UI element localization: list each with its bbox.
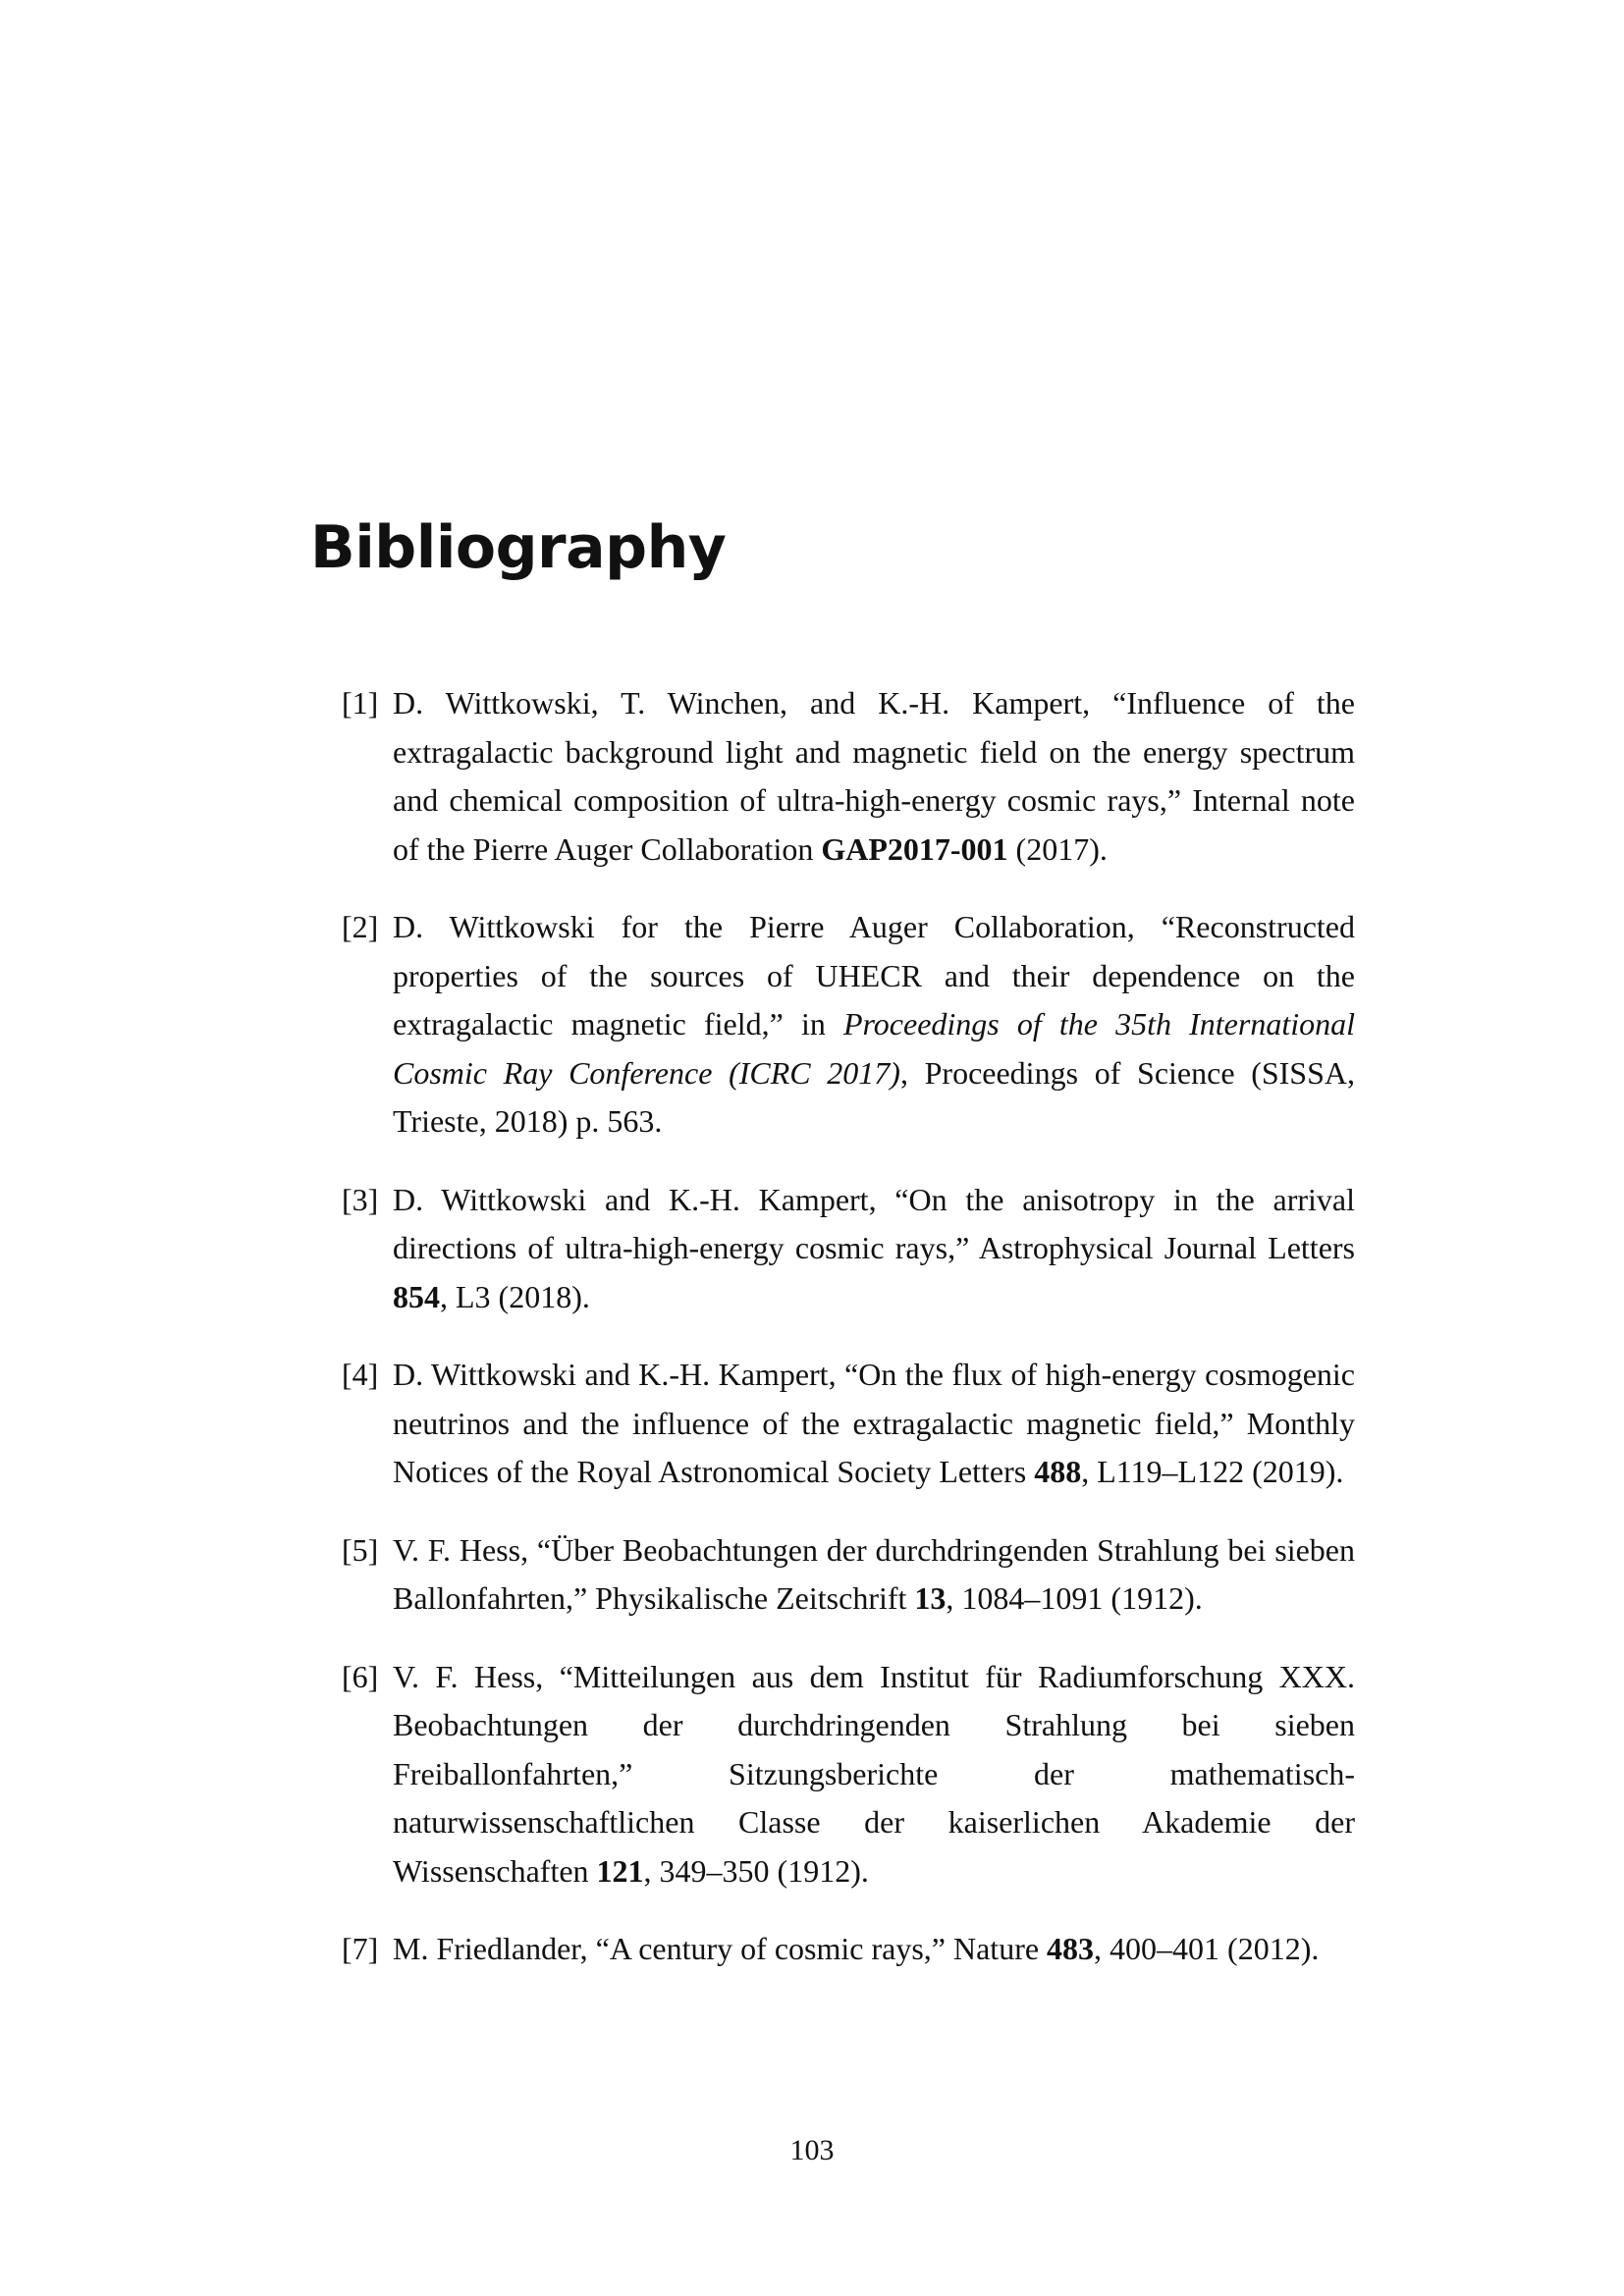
bib-entry-6-volume: 121 bbox=[596, 1852, 644, 1889]
bib-entry-text bbox=[393, 679, 1355, 874]
bib-entry-4-pages: , L119–L122 (2019). bbox=[1081, 1454, 1344, 1489]
bib-entry-2 bbox=[342, 903, 1355, 1147]
bib-entry-number: [4] bbox=[342, 1357, 379, 1392]
bib-entry-number: [3] bbox=[342, 1181, 379, 1217]
bib-entry-7-pages: , 400–401 (2012). bbox=[1094, 1931, 1320, 1966]
bib-entry-5-pages: , 1084–1091 (1912). bbox=[946, 1580, 1203, 1616]
bib-entry-3-pages: , L3 (2018). bbox=[440, 1278, 590, 1314]
bib-entry-2-publisher: , Proceedings of Science (SISSA, Trieste, 2018) p. 563. bbox=[393, 1054, 1356, 1139]
bib-entry-2-text: D. Wittkowski for the Pierre Auger Collaboration, “Reconstructed properties of the sources of UHECR and their dependence on the extragalactic magnetic field,” in bbox=[393, 909, 1355, 1041]
page-number: 103 bbox=[789, 2134, 835, 2166]
bib-entry-1 bbox=[342, 679, 1355, 874]
bib-entry-4-text: D. Wittkowski and K.-H. Kampert, “On the flux of high-energy cosmogenic neutrinos and the influence of the extragalactic magnetic field,” Monthly Notices of the Royal Astronomical Society Letters bbox=[393, 1357, 1355, 1489]
bib-entry-3 bbox=[342, 1176, 1355, 1322]
bib-entry-4 bbox=[342, 1351, 1355, 1497]
bib-entry-number: [2] bbox=[342, 909, 379, 944]
bib-entry-1-report-id: GAP2017-001 bbox=[821, 830, 1008, 867]
bib-entry-5-text: V. F. Hess, “Über Beobachtungen der durchdringenden Strahlung bei sieben Ballonfahrten,” Physikalische Zeitschrift bbox=[393, 1531, 1355, 1616]
bib-entry-6 bbox=[342, 1653, 1355, 1896]
bib-entry-4-volume: 488 bbox=[1034, 1454, 1082, 1489]
bib-entry-7-volume: 483 bbox=[1047, 1931, 1095, 1966]
bib-entry-5 bbox=[342, 1526, 1355, 1624]
bib-entry-3-volume: 854 bbox=[393, 1278, 440, 1314]
bib-entry-text bbox=[393, 1526, 1355, 1624]
bib-entry-number: [5] bbox=[342, 1531, 379, 1568]
bib-entry-text bbox=[393, 1351, 1355, 1497]
bib-entry-number: [7] bbox=[342, 1931, 379, 1966]
bib-entry-2-proceedings-title: Proceedings of the 35th International Cosmic Ray Conference (ICRC 2017) bbox=[393, 1006, 1355, 1091]
bib-entry-7 bbox=[342, 1925, 1355, 1974]
bib-entry-1-year: (2017). bbox=[1007, 830, 1108, 867]
bib-entry-6-text: V. F. Hess, “Mitteilungen aus dem Institut für Radiumforschung XXX. Beobachtungen der durchdringenden Strahlung bei sieben Freiballonfahrten,” Sitzungsberichte der mathematisch-naturwissenschaftlichen Classe der kaiserlichen Akademie der Wissenschaften bbox=[393, 1658, 1355, 1889]
bibliography-list bbox=[342, 679, 1355, 2003]
bib-entry-number: [1] bbox=[342, 685, 379, 721]
bib-entry-text bbox=[393, 1176, 1355, 1322]
bib-entry-5-volume: 13 bbox=[914, 1580, 947, 1616]
bib-entry-text bbox=[393, 1653, 1355, 1896]
bib-entry-1-text: D. Wittkowski, T. Winchen, and K.-H. Kampert, “Influence of the extragalactic background light and magnetic field on the energy spectrum and chemical composition of ultra-high-energy cosmic rays,” Internal note of the Pierre Auger Collaboration bbox=[393, 685, 1355, 867]
bib-entry-text bbox=[393, 903, 1355, 1147]
bib-entry-number: [6] bbox=[342, 1658, 379, 1694]
bib-entry-6-pages: , 349–350 (1912). bbox=[643, 1852, 869, 1889]
bib-entry-3-text: D. Wittkowski and K.-H. Kampert, “On the anisotropy in the arrival directions of ultra-high-energy cosmic rays,” Astrophysical Journal Letters bbox=[393, 1181, 1355, 1265]
bib-entry-7-text: M. Friedlander, “A century of cosmic rays,” Nature bbox=[393, 1931, 1048, 1966]
bib-entry-text bbox=[393, 1925, 1355, 1974]
page-title: Bibliography bbox=[310, 513, 727, 582]
